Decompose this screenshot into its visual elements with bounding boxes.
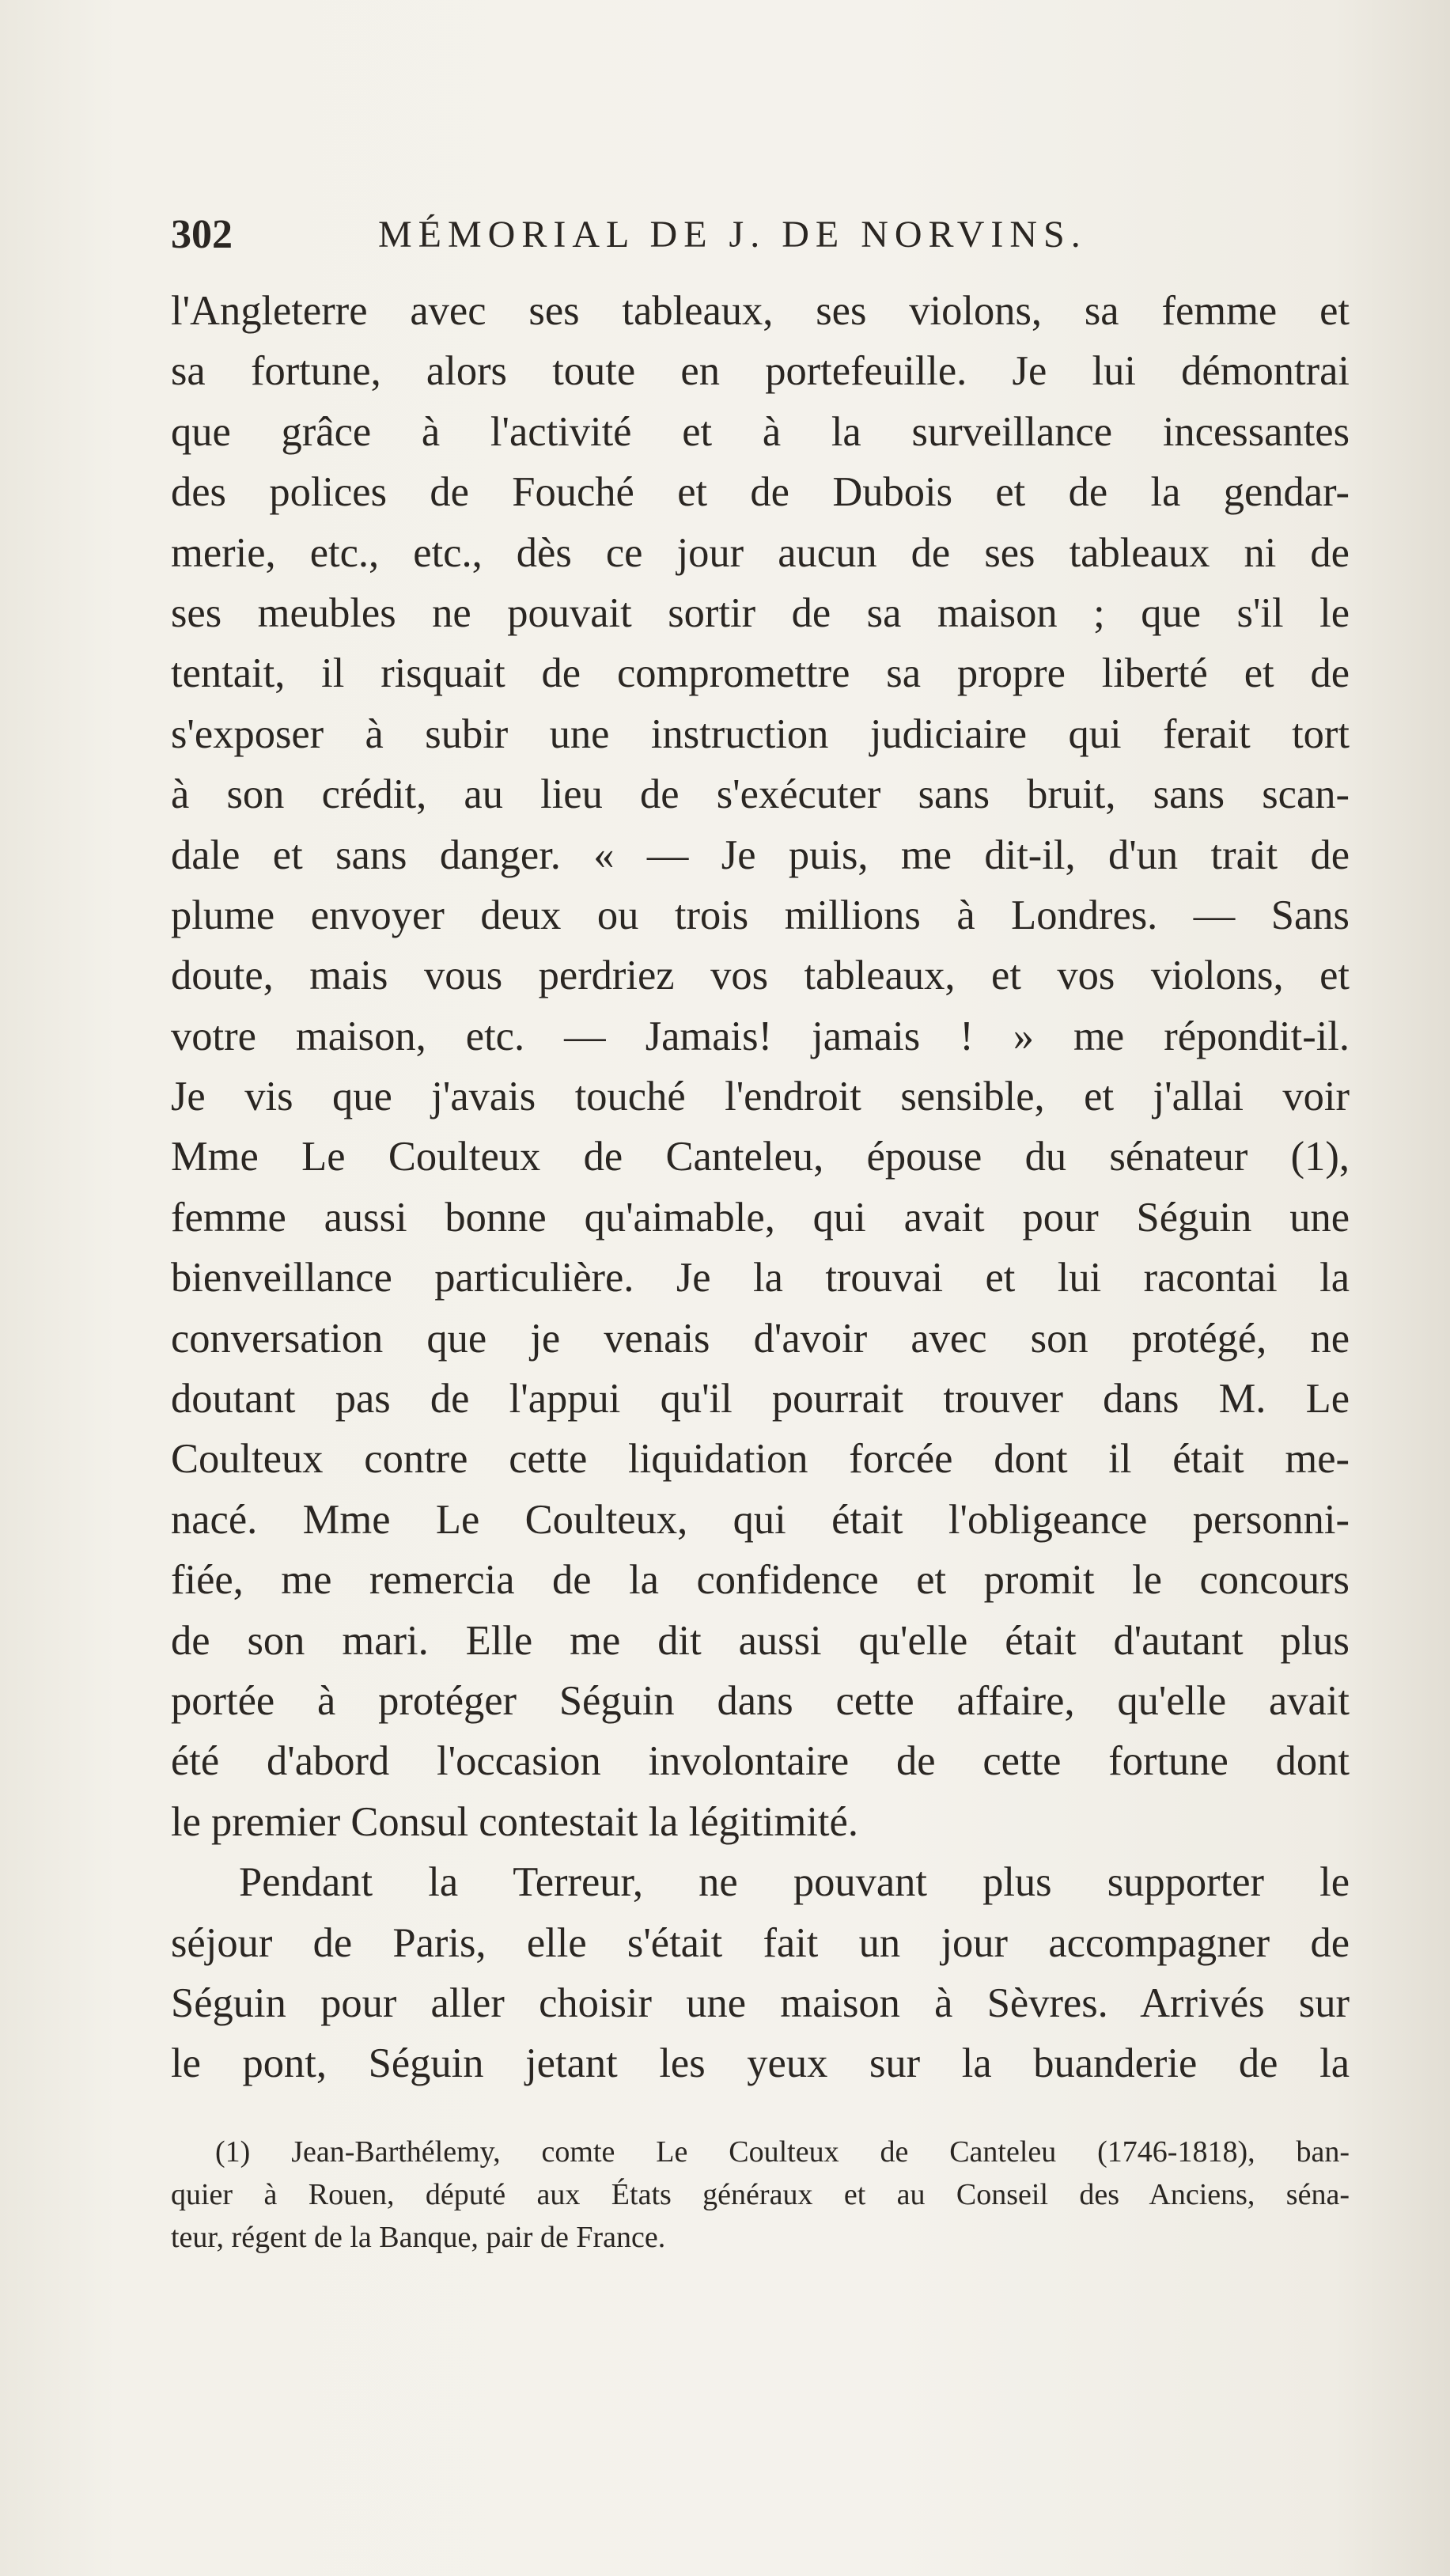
body-line: doutant pas de l'appui qu'il pourrait trouver dans M. Le (171, 1376, 1350, 1422)
body-line: que grâce à l'activité et à la surveillance incessantes (171, 408, 1350, 455)
body-line: votre maison, etc. — Jamais! jamais ! » me répondit-il. (171, 1013, 1350, 1059)
body-line: conversation que je venais d'avoir avec son protégé, ne (171, 1315, 1350, 1362)
body-text (171, 281, 1350, 2094)
paragraph-end-line: le premier Consul contestait la légitimité. (171, 1798, 858, 1845)
footnote (171, 2131, 1350, 2259)
body-line: de son mari. Elle me dit aussi qu'elle était d'autant plus (171, 1617, 1350, 1664)
body-line: femme aussi bonne qu'aimable, qui avait pour Séguin une (171, 1194, 1350, 1241)
page-number: 302 (171, 212, 233, 257)
footnote-line: quier à Rouen, député aux États généraux et au Conseil des Anciens, séna- (171, 2178, 1350, 2211)
body-line: l'Angleterre avec ses tableaux, ses violons, sa femme et (171, 288, 1350, 334)
body-line: dale et sans danger. « — Je puis, me dit-il, d'un trait de (171, 832, 1350, 878)
body-line: le pont, Séguin jetant les yeux sur la buanderie de la (171, 2040, 1350, 2087)
running-head: MÉMORIAL DE J. DE NORVINS. (378, 214, 1087, 256)
body-line: doute, mais vous perdriez vos tableaux, et vos violons, et (171, 953, 1350, 999)
body-line: s'exposer à subir une instruction judiciaire qui ferait tort (171, 710, 1350, 757)
page-header (171, 207, 1342, 263)
body-line: à son crédit, au lieu de s'exécuter sans bruit, sans scan- (171, 771, 1350, 818)
body-line: merie, etc., etc., dès ce jour aucun de ses tableaux ni de (171, 529, 1350, 576)
footnote-line: teur, régent de la Banque, pair de France. (171, 2221, 666, 2254)
body-line: Mme Le Coulteux de Canteleu, épouse du sénateur (1), (171, 1134, 1350, 1180)
body-line: été d'abord l'occasion involontaire de cette fortune dont (171, 1738, 1350, 1785)
paragraph-start-line: Pendant la Terreur, ne pouvant plus supporter le (239, 1859, 1350, 1906)
body-line: ses meubles ne pouvait sortir de sa maison ; que s'il le (171, 589, 1350, 636)
body-line: plume envoyer deux ou trois millions à Londres. — Sans (171, 892, 1350, 938)
body-line: des polices de Fouché et de Dubois et de la gendar- (171, 469, 1350, 516)
body-line: nacé. Mme Le Coulteux, qui était l'obligeance personni- (171, 1496, 1350, 1543)
body-line: bienveillance particulière. Je la trouvai et lui racontai la (171, 1255, 1350, 1301)
body-line: sa fortune, alors toute en portefeuille. Je lui démontrai (171, 348, 1350, 395)
body-line: Coulteux contre cette liquidation forcée dont il était me- (171, 1436, 1350, 1483)
body-line: fiée, me remercia de la confidence et promit le concours (171, 1557, 1350, 1604)
body-line: séjour de Paris, elle s'était fait un jour accompagner de (171, 1919, 1350, 1966)
footnote-line: (1) Jean-Barthélemy, comte Le Coulteux de Canteleu (1746-1818), ban- (215, 2135, 1350, 2169)
body-line: portée à protéger Séguin dans cette affaire, qu'elle avait (171, 1677, 1350, 1724)
body-line: tentait, il risquait de compromettre sa propre liberté et de (171, 650, 1350, 697)
body-line: Je vis que j'avais touché l'endroit sensible, et j'allai voir (171, 1074, 1350, 1120)
body-line: Séguin pour aller choisir une maison à Sèvres. Arrivés sur (171, 1979, 1350, 2026)
